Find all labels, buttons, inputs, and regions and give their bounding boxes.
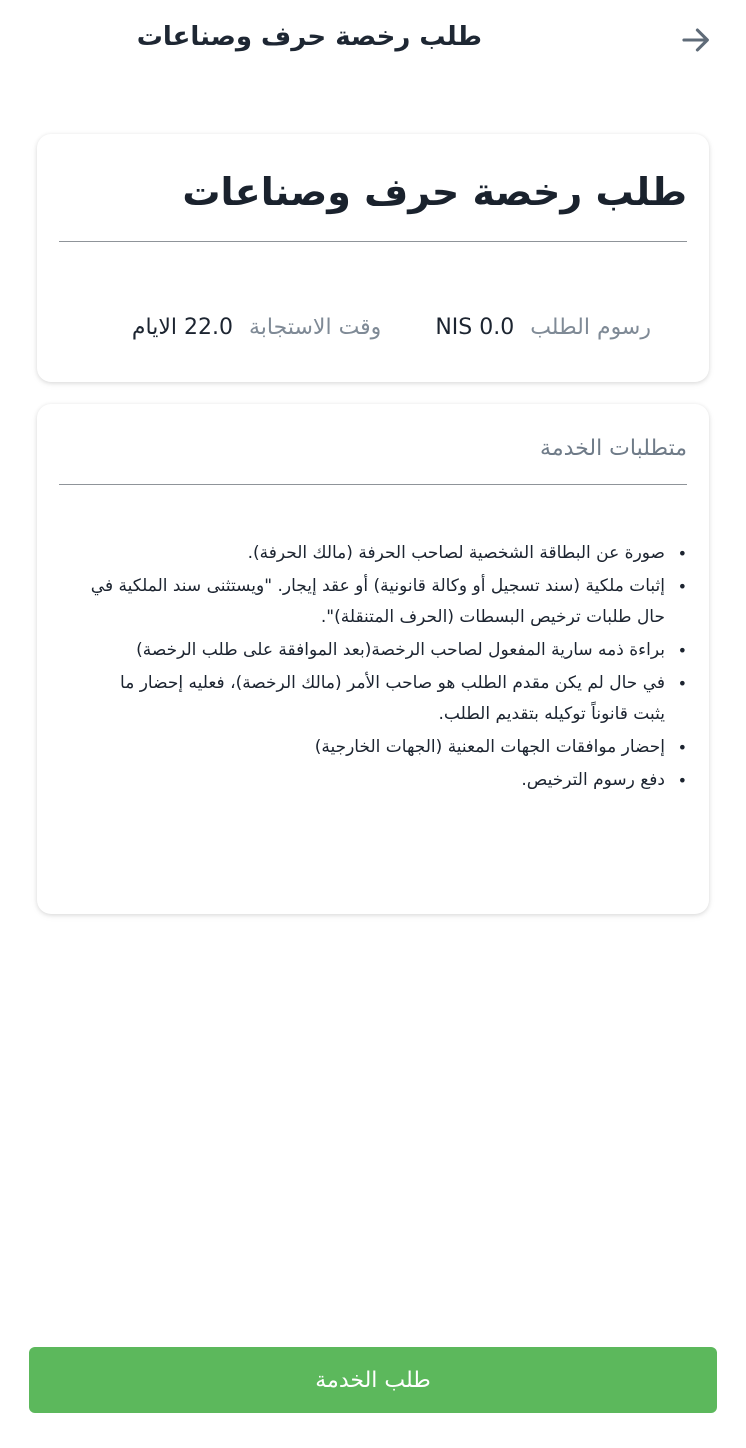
requirement-item: • في حال لم يكن مقدم الطلب هو صاحب الأمر (مالك الرخصة)، فعليه إحضار ما يثبت قانوناً توكيله بتقديم الطلب. bbox=[87, 668, 687, 730]
fee-value: NIS 0.0 bbox=[435, 314, 515, 340]
divider bbox=[59, 241, 687, 242]
requirement-item: • دفع رسوم الترخيص. bbox=[87, 765, 687, 796]
requirements-list bbox=[87, 538, 687, 798]
back-button[interactable] bbox=[676, 22, 716, 62]
fee-label: رسوم الطلب bbox=[530, 314, 651, 340]
service-title: طلب رخصة حرف وصناعات bbox=[182, 170, 687, 214]
divider bbox=[59, 484, 687, 485]
requirement-item: • إحضار موافقات الجهات المعنية (الجهات الخارجية) bbox=[87, 732, 687, 763]
requirement-item: • براءة ذمه سارية المفعول لصاحب الرخصة(بعد الموافقة على طلب الرخصة) bbox=[87, 635, 687, 666]
requirements-title: متطلبات الخدمة bbox=[540, 436, 687, 461]
response-time-label: وقت الاستجابة bbox=[249, 314, 382, 340]
requirement-item: • إثبات ملكية (سند تسجيل أو وكالة قانونية) أو عقد إيجار. "ويستثنى سند الملكية في حال طلبات ترخيص البسطات (الحرف المتنقلة)". bbox=[87, 571, 687, 633]
requirements-card bbox=[37, 404, 709, 914]
service-info-card bbox=[37, 134, 709, 382]
arrow-right-icon bbox=[679, 23, 713, 61]
top-bar bbox=[0, 0, 746, 88]
response-time-value: 22.0 الايام bbox=[131, 314, 234, 340]
requirement-item: • صورة عن البطاقة الشخصية لصاحب الحرفة (مالك الحرفة). bbox=[87, 538, 687, 569]
page-title: طلب رخصة حرف وصناعات bbox=[136, 22, 482, 52]
service-meta-row bbox=[91, 310, 651, 344]
request-service-button[interactable]: طلب الخدمة bbox=[29, 1347, 717, 1413]
